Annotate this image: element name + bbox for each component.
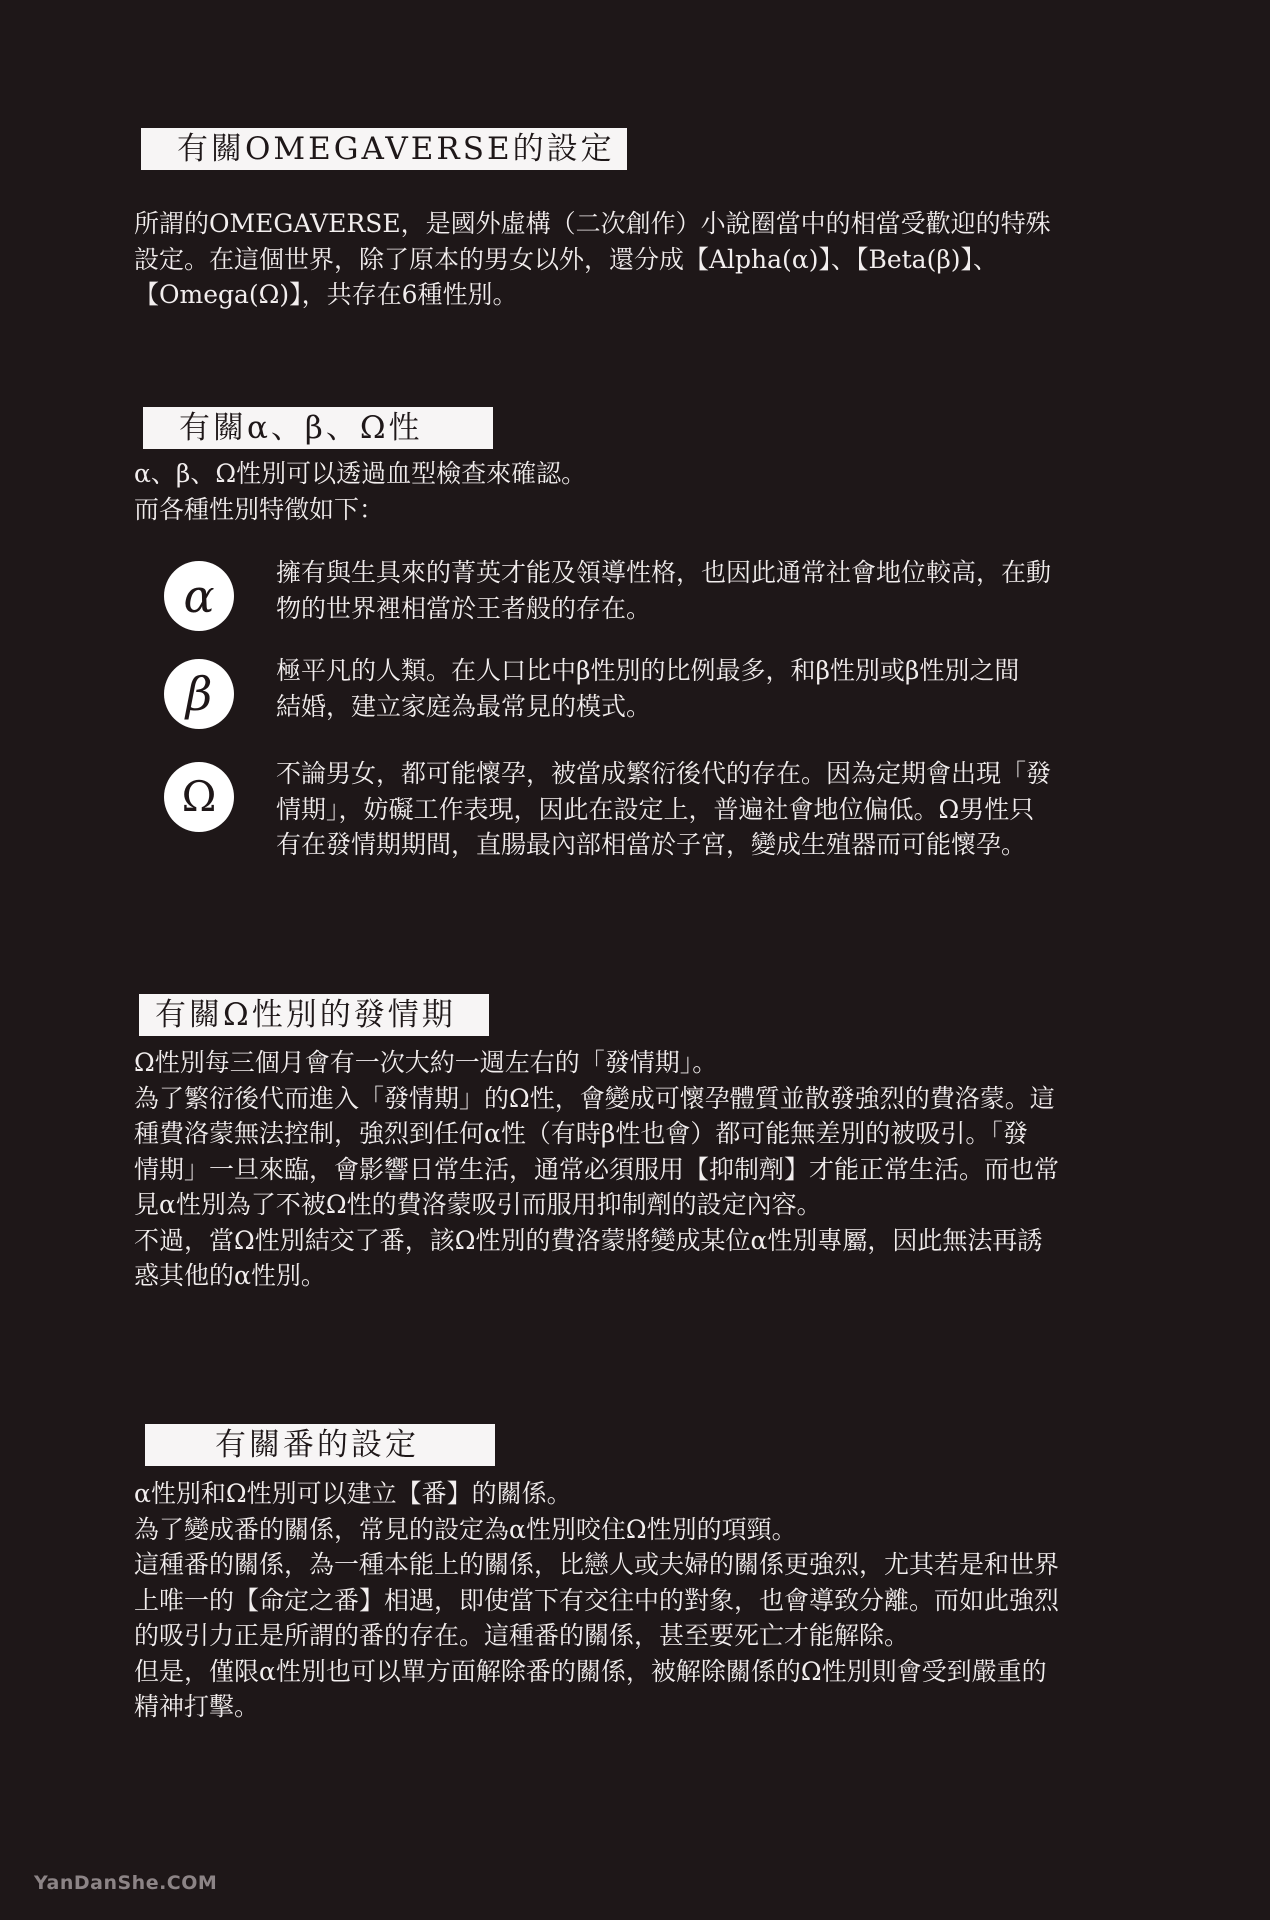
trait-alpha-text [276,555,1154,626]
body-line: 所謂的OMEGAVERSE，是國外虛構（二次創作）小說圈當中的相當受歡迎的特殊 [134,209,1051,238]
section-header-omegaverse: 有關OMEGAVERSE的設定 [141,128,627,170]
body-line: 精神打擊。 [134,1692,260,1721]
trait-omega-text [276,756,1154,863]
body-line: 設定。在這個世界，除了原本的男女以外，還分成【Alpha(α)】、【Beta(β)】、 [134,244,999,274]
body-line: Ω性別每三個月會有一次大約一週左右的「發情期」。 [134,1048,718,1077]
body-line: 惑其他的α性別。 [134,1261,326,1290]
trait-line: 極平凡的人類。在人口比中β性別的比例最多，和β性別或β性別之間 [276,656,1020,685]
body-line: 【Omega(Ω)】，共存在6種性別。 [134,280,518,309]
beta-symbol-icon: β [164,659,234,729]
body-line: 為了變成番的關係，常見的設定為α性別咬住Ω性別的項頸。 [134,1514,797,1544]
body-line: 而各種性別特徵如下： [134,494,385,524]
alpha-symbol-icon: α [164,561,234,631]
body-line: 見α性別為了不被Ω性的費洛蒙吸引而服用抑制劑的設定內容。 [134,1190,822,1219]
body-line: α性別和Ω性別可以建立【番】的關係。 [134,1479,572,1508]
body-line: 種費洛蒙無法控制，強烈到任何α性（有時β性也會）都可能無差別的被吸引。「發 [134,1119,1028,1148]
trait-line: 物的世界裡相當於王者般的存在。 [276,593,652,623]
trait-line: 有在發情期期間，直腸最內部相當於子宮，變成生殖器而可能懷孕。 [276,830,1027,859]
body-line: 不過，當Ω性別結交了番，該Ω性別的費洛蒙將變成某位α性別專屬，因此無法再誘 [134,1225,1043,1255]
section-omegaverse-body [134,206,1146,313]
body-line: 的吸引力正是所謂的番的存在。這種番的關係，甚至要死亡才能解除。 [134,1621,910,1650]
body-line: 情期」一旦來臨，會影響日常生活，通常必須服用【抑制劑】才能正常生活。而也常 [134,1154,1060,1184]
section-bond-body [134,1476,1146,1725]
body-line: 為了繁衍後代而進入「發情期」的Ω性，會變成可懷孕體質並散發強烈的費洛蒙。這 [134,1083,1055,1113]
body-line: 上唯一的【命定之番】相遇，即使當下有交往中的對象，也會導致分離。而如此強烈 [134,1585,1060,1615]
trait-beta-text [276,653,1154,724]
section-genders-intro [134,456,1146,527]
section-header-genders: 有關α、β、Ω性 [143,407,493,449]
section-heat-body [134,1045,1146,1294]
trait-line: 不論男女，都可能懷孕，被當成繁衍後代的存在。因為定期會出現「發 [276,759,1052,788]
section-header-bond: 有關番的設定 [145,1424,495,1466]
section-header-heat: 有關Ω性別的發情期 [139,994,489,1036]
trait-line: 擁有與生具來的菁英才能及領導性格，也因此通常社會地位較高，在動 [276,558,1052,587]
site-watermark: YanDanShe.COM [34,1872,218,1894]
body-line: α、β、Ω性別可以透過血型檢查來確認。 [134,459,587,488]
trait-line: 結婚，建立家庭為最常見的模式。 [276,691,652,721]
omega-symbol-icon: Ω [164,762,234,832]
body-line: 這種番的關係，為一種本能上的關係，比戀人或夫婦的關係更強烈，尤其若是和世界 [134,1550,1060,1579]
trait-line: 情期」，妨礙工作表現，因此在設定上，普遍社會地位偏低。Ω男性只 [276,794,1035,824]
body-line: 但是，僅限α性別也可以單方面解除番的關係，被解除關係的Ω性別則會受到嚴重的 [134,1656,1047,1686]
